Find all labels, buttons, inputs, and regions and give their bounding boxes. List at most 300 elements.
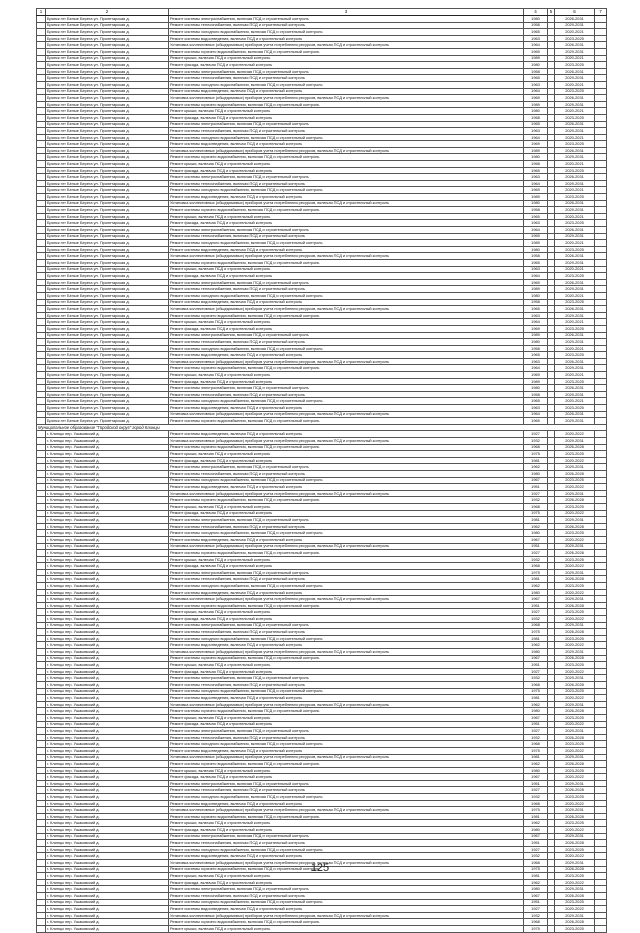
column-number-6: 6 [555, 9, 595, 16]
period-cell: 2026-2031 [555, 68, 595, 75]
work-type-cell: Установка коллективных (общедомовых) приборов учета потребления ресурсов, включая ПСД и строительный контроль [169, 543, 524, 550]
period-cell: 2023-2025 [555, 246, 595, 253]
row-index-cell [37, 517, 46, 524]
work-type-cell: Ремонт системы водоотведения, включая ПСД и строительный контроль [169, 853, 524, 860]
table-row [37, 385, 607, 392]
flag-cell [548, 194, 555, 201]
work-type-cell: Ремонт системы теплоснабжения, включая ПСД и строительный контроль [169, 523, 524, 530]
work-type-cell: Ремонт фасада, включая ПСД и строительный контроль [169, 721, 524, 728]
period-cell: 2026-2028 [555, 523, 595, 530]
year-cell: 1962 [524, 879, 548, 886]
address-cell: Брянск пгт Белые Берега ул. Пролетарская д. [46, 147, 169, 154]
mark-cell [595, 180, 607, 187]
period-cell: 2023-2025 [555, 378, 595, 385]
flag-cell [548, 358, 555, 365]
flag-cell [548, 714, 555, 721]
address-cell: г. Клинцы пер. Ушаковский д. [46, 813, 169, 820]
flag-cell [548, 121, 555, 128]
row-index-cell [37, 398, 46, 405]
table-row [37, 292, 607, 299]
table-row [37, 846, 607, 853]
row-index-cell [37, 62, 46, 69]
flag-cell [548, 286, 555, 293]
work-type-cell: Ремонт системы электроснабжения, включая ПСД и строительный контроль [169, 569, 524, 576]
work-type-cell: Ремонт системы горячего водоснабжения, включая ПСД и строительный контроль [169, 312, 524, 319]
address-cell: Брянск пгт Белые Берега ул. Пролетарская д. [46, 411, 169, 418]
mark-cell [595, 583, 607, 590]
address-cell: г. Клинцы пер. Ушаковский д. [46, 833, 169, 840]
work-type-cell: Ремонт системы электроснабжения, включая ПСД и строительный контроль [169, 121, 524, 128]
address-cell: Брянск пгт Белые Берега ул. Пролетарская д. [46, 62, 169, 69]
year-cell: 1969 [524, 279, 548, 286]
address-cell: Брянск пгт Белые Берега ул. Пролетарская д. [46, 16, 169, 23]
row-index-cell [37, 55, 46, 62]
address-cell: г. Клинцы пер. Ушаковский д. [46, 596, 169, 603]
year-cell: 1975 [524, 451, 548, 458]
row-index-cell [37, 470, 46, 477]
table-row [37, 714, 607, 721]
year-cell: 1958 [524, 161, 548, 168]
period-cell: 2020-2022 [555, 853, 595, 860]
period-cell: 2023-2025 [555, 741, 595, 748]
mark-cell [595, 240, 607, 247]
period-cell: 2020-2022 [555, 721, 595, 728]
mark-cell [595, 128, 607, 135]
table-row [37, 510, 607, 517]
period-cell: 2020-2022 [555, 510, 595, 517]
mark-cell [595, 596, 607, 603]
table-row [37, 536, 607, 543]
mark-cell [595, 734, 607, 741]
year-cell: 1989 [524, 147, 548, 154]
row-index-cell [37, 48, 46, 55]
mark-cell [595, 405, 607, 412]
mark-cell [595, 662, 607, 669]
address-cell: г. Клинцы пер. Ушаковский д. [46, 774, 169, 781]
address-cell: г. Клинцы пер. Ушаковский д. [46, 701, 169, 708]
row-index-cell [37, 200, 46, 207]
work-type-cell: Установка коллективных (общедомовых) приборов учета потребления ресурсов, включая ПСД и строительный контроль [169, 912, 524, 919]
period-cell: 2026-2031 [555, 174, 595, 181]
row-index-cell [37, 649, 46, 656]
address-cell: г. Клинцы пер. Ушаковский д. [46, 794, 169, 801]
work-type-cell: Ремонт системы горячего водоснабжения, включая ПСД и строительный контроль [169, 866, 524, 873]
period-cell: 2020-2022 [555, 747, 595, 754]
flag-cell [548, 708, 555, 715]
flag-cell [548, 635, 555, 642]
address-cell: Брянск пгт Белые Берега ул. Пролетарская д. [46, 55, 169, 62]
period-cell: 2029-2031 [555, 48, 595, 55]
flag-cell [548, 141, 555, 148]
period-cell: 2020-2021 [555, 213, 595, 220]
address-cell: г. Клинцы пер. Ушаковский д. [46, 879, 169, 886]
work-type-cell: Ремонт системы водоотведения, включая ПСД и строительный контроль [169, 589, 524, 596]
work-type-cell: Установка коллективных (общедомовых) приборов учета потребления ресурсов, включая ПСД и строительный контроль [169, 42, 524, 49]
table-row [37, 68, 607, 75]
period-cell: 2026-2031 [555, 306, 595, 313]
flag-cell [548, 780, 555, 787]
period-cell: 2026-2031 [555, 227, 595, 234]
year-cell: 1980 [524, 886, 548, 893]
row-index-cell [37, 701, 46, 708]
table-row [37, 352, 607, 359]
mark-cell [595, 813, 607, 820]
row-index-cell [37, 833, 46, 840]
row-index-cell [37, 345, 46, 352]
row-index-cell [37, 761, 46, 768]
mark-cell [595, 299, 607, 306]
year-cell: 1968 [524, 860, 548, 867]
address-cell: Брянск пгт Белые Берега ул. Пролетарская д. [46, 279, 169, 286]
row-index-cell [37, 451, 46, 458]
work-type-cell: Ремонт системы горячего водоснабжения, включая ПСД и строительный контроль [169, 497, 524, 504]
period-cell: 2026-2028 [555, 681, 595, 688]
period-cell: 2026-2028 [555, 734, 595, 741]
mark-cell [595, 121, 607, 128]
mark-cell [595, 233, 607, 240]
work-type-cell: Установка коллективных (общедомовых) приборов учета потребления ресурсов, включая ПСД и строительный контроль [169, 253, 524, 260]
row-index-cell [37, 800, 46, 807]
row-index-cell [37, 668, 46, 675]
period-cell: 2026-2031 [555, 253, 595, 260]
year-cell: 1932 [524, 853, 548, 860]
flag-cell [548, 649, 555, 656]
row-index-cell [37, 635, 46, 642]
work-type-cell: Ремонт системы теплоснабжения, включая ПСД и строительный контроль [169, 339, 524, 346]
year-cell: 1965 [524, 121, 548, 128]
period-cell: 2020-2021 [555, 266, 595, 273]
year-cell: 1951 [524, 543, 548, 550]
flag-cell [548, 68, 555, 75]
row-index-cell [37, 464, 46, 471]
table-row [37, 114, 607, 121]
year-cell: 1963 [524, 358, 548, 365]
row-index-cell [37, 227, 46, 234]
row-index-cell [37, 385, 46, 392]
work-type-cell: Ремонт системы горячего водоснабжения, включая ПСД и строительный контроль [169, 418, 524, 425]
row-index-cell [37, 306, 46, 313]
year-cell: 1967 [524, 714, 548, 721]
period-cell: 2026-2028 [555, 629, 595, 636]
column-number-4: 4 [524, 9, 548, 16]
period-cell: 2020-2021 [555, 134, 595, 141]
period-cell: 2026-2031 [555, 42, 595, 49]
mark-cell [595, 385, 607, 392]
table-row [37, 470, 607, 477]
flag-cell [548, 662, 555, 669]
period-cell: 2026-2031 [555, 332, 595, 339]
table-row [37, 29, 607, 36]
period-cell: 2026-2031 [555, 279, 595, 286]
work-type-cell: Ремонт системы электроснабжения, включая ПСД и строительный контроль [169, 227, 524, 234]
address-cell: Брянск пгт Белые Берега ул. Пролетарская д. [46, 174, 169, 181]
table-row [37, 761, 607, 768]
period-cell: 2026-2028 [555, 470, 595, 477]
year-cell: 1975 [524, 688, 548, 695]
work-type-cell: Установка коллективных (общедомовых) приборов учета потребления ресурсов, включая ПСД и строительный контроль [169, 649, 524, 656]
year-cell: 1981 [524, 873, 548, 880]
address-cell: г. Клинцы пер. Ушаковский д. [46, 451, 169, 458]
mark-cell [595, 55, 607, 62]
period-cell: 2023-2025 [555, 114, 595, 121]
mark-cell [595, 543, 607, 550]
flag-cell [548, 48, 555, 55]
address-cell: Брянск пгт Белые Берега ул. Пролетарская д. [46, 141, 169, 148]
flag-cell [548, 253, 555, 260]
address-cell: Брянск пгт Белые Берега ул. Пролетарская д. [46, 266, 169, 273]
mark-cell [595, 194, 607, 201]
flag-cell [548, 174, 555, 181]
period-cell: 2026-2031 [555, 358, 595, 365]
mark-cell [595, 286, 607, 293]
flag-cell [548, 827, 555, 834]
address-cell: Брянск пгт Белые Берега ул. Пролетарская д. [46, 345, 169, 352]
address-cell: г. Клинцы пер. Ушаковский д. [46, 734, 169, 741]
period-cell: 2029-2031 [555, 154, 595, 161]
year-cell: 1963 [524, 174, 548, 181]
year-cell: 1989 [524, 101, 548, 108]
year-cell: 1980 [524, 470, 548, 477]
table-row [37, 734, 607, 741]
work-type-cell: Ремонт системы водоотведения, включая ПСД и строительный контроль [169, 484, 524, 491]
address-cell: г. Клинцы пер. Ушаковский д. [46, 827, 169, 834]
year-cell: 1975 [524, 866, 548, 873]
year-cell: 1980 [524, 292, 548, 299]
period-cell: 2029-2031 [555, 754, 595, 761]
address-cell: г. Клинцы пер. Ушаковский д. [46, 695, 169, 702]
table-row [37, 358, 607, 365]
row-index-cell [37, 246, 46, 253]
flag-cell [548, 497, 555, 504]
year-cell: 1980 [524, 108, 548, 115]
row-index-cell [37, 714, 46, 721]
period-cell: 2029-2031 [555, 207, 595, 214]
row-index-cell [37, 569, 46, 576]
table-row [37, 16, 607, 23]
address-cell: г. Клинцы пер. Ушаковский д. [46, 747, 169, 754]
work-type-cell: Установка коллективных (общедомовых) приборов учета потребления ресурсов, включая ПСД и строительный контроль [169, 306, 524, 313]
flag-cell [548, 602, 555, 609]
mark-cell [595, 325, 607, 332]
flag-cell [548, 609, 555, 616]
table-row [37, 391, 607, 398]
table-row [37, 490, 607, 497]
flag-cell [548, 523, 555, 530]
mark-cell [595, 438, 607, 445]
row-index-cell [37, 695, 46, 702]
address-cell: Брянск пгт Белые Берега ул. Пролетарская д. [46, 405, 169, 412]
year-cell: 1951 [524, 840, 548, 847]
flag-cell [548, 200, 555, 207]
period-cell: 2026-2028 [555, 444, 595, 451]
mark-cell [595, 147, 607, 154]
row-index-cell [37, 616, 46, 623]
period-cell: 2020-2022 [555, 457, 595, 464]
flag-cell [548, 583, 555, 590]
flag-cell [548, 912, 555, 919]
mark-cell [595, 919, 607, 926]
flag-cell [548, 55, 555, 62]
period-cell: 2023-2025 [555, 635, 595, 642]
year-cell: 1964 [524, 180, 548, 187]
work-type-cell: Ремонт фасада, включая ПСД и строительный контроль [169, 114, 524, 121]
work-type-cell: Ремонт системы электроснабжения, включая ПСД и строительный контроль [169, 886, 524, 893]
mark-cell [595, 609, 607, 616]
year-cell: 1980 [524, 530, 548, 537]
flag-cell [548, 622, 555, 629]
row-index-cell [37, 220, 46, 227]
year-cell: 1968 [524, 563, 548, 570]
work-type-cell: Ремонт системы теплоснабжения, включая ПСД и строительный контроль [169, 470, 524, 477]
work-type-cell: Ремонт крыши, включая ПСД и строительный контроль [169, 662, 524, 669]
address-cell: Брянск пгт Белые Берега ул. Пролетарская д. [46, 299, 169, 306]
flag-cell [548, 81, 555, 88]
mark-cell [595, 681, 607, 688]
period-cell: 2023-2025 [555, 405, 595, 412]
flag-cell [548, 655, 555, 662]
mark-cell [595, 42, 607, 49]
table-row [37, 161, 607, 168]
address-cell: Брянск пгт Белые Берега ул. Пролетарская д. [46, 227, 169, 234]
address-cell: Брянск пгт Белые Берега ул. Пролетарская д. [46, 42, 169, 49]
address-cell: г. Клинцы пер. Ушаковский д. [46, 503, 169, 510]
table-row [37, 240, 607, 247]
row-index-cell [37, 22, 46, 29]
row-index-cell [37, 583, 46, 590]
row-index-cell [37, 484, 46, 491]
column-number-3: 3 [169, 9, 524, 16]
mark-cell [595, 536, 607, 543]
mark-cell [595, 411, 607, 418]
period-cell: 2020-2021 [555, 345, 595, 352]
row-index-cell [37, 88, 46, 95]
work-type-cell: Ремонт системы электроснабжения, включая ПСД и строительный контроль [169, 16, 524, 23]
table-row [37, 451, 607, 458]
period-cell: 2020-2022 [555, 774, 595, 781]
period-cell: 2020-2022 [555, 695, 595, 702]
year-cell: 1965 [524, 29, 548, 36]
work-type-cell: Ремонт системы теплоснабжения, включая ПСД и строительный контроль [169, 75, 524, 82]
row-index-cell [37, 81, 46, 88]
year-cell: 1967 [524, 596, 548, 603]
mark-cell [595, 161, 607, 168]
period-cell: 2029-2031 [555, 675, 595, 682]
year-cell: 1981 [524, 635, 548, 642]
address-cell: Брянск пгт Белые Берега ул. Пролетарская д. [46, 200, 169, 207]
address-cell: г. Клинцы пер. Ушаковский д. [46, 517, 169, 524]
year-cell: 1964 [524, 134, 548, 141]
work-type-cell: Ремонт системы холодного водоснабжения, включая ПСД и строительный контроль [169, 81, 524, 88]
mark-cell [595, 312, 607, 319]
row-index-cell [37, 622, 46, 629]
row-index-cell [37, 16, 46, 23]
mark-cell [595, 273, 607, 280]
year-cell: 1989 [524, 378, 548, 385]
row-index-cell [37, 596, 46, 603]
table-row [37, 609, 607, 616]
period-cell: 2023-2025 [555, 141, 595, 148]
table-row [37, 81, 607, 88]
year-cell: 1968 [524, 503, 548, 510]
work-type-cell: Ремонт системы водоотведения, включая ПСД и строительный контроль [169, 800, 524, 807]
flag-cell [548, 807, 555, 814]
work-type-cell: Ремонт системы горячего водоснабжения, включая ПСД и строительный контроль [169, 919, 524, 926]
year-cell: 1981 [524, 695, 548, 702]
period-cell: 2029-2031 [555, 912, 595, 919]
year-cell: 1962 [524, 820, 548, 827]
work-type-cell: Ремонт системы электроснабжения, включая ПСД и строительный контроль [169, 622, 524, 629]
address-cell: Брянск пгт Белые Берега ул. Пролетарская д. [46, 167, 169, 174]
work-type-cell: Ремонт системы электроснабжения, включая ПСД и строительный контроль [169, 68, 524, 75]
mark-cell [595, 22, 607, 29]
address-cell: г. Клинцы пер. Ушаковский д. [46, 899, 169, 906]
address-cell: Брянск пгт Белые Берега ул. Пролетарская д. [46, 312, 169, 319]
flag-cell [548, 833, 555, 840]
mark-cell [595, 75, 607, 82]
address-cell: Брянск пгт Белые Берега ул. Пролетарская д. [46, 253, 169, 260]
year-cell: 1989 [524, 332, 548, 339]
row-index-cell [37, 180, 46, 187]
register-sheet [36, 8, 606, 933]
year-cell: 1962 [524, 642, 548, 649]
row-index-cell [37, 536, 46, 543]
period-cell: 2020-2022 [555, 879, 595, 886]
table-row [37, 213, 607, 220]
work-type-cell: Установка коллективных (общедомовых) приборов учета потребления ресурсов, включая ПСД и строительный контроль [169, 147, 524, 154]
period-cell: 2020-2022 [555, 827, 595, 834]
row-index-cell [37, 734, 46, 741]
period-cell: 2020-2021 [555, 161, 595, 168]
work-type-cell: Ремонт системы горячего водоснабжения, включая ПСД и строительный контроль [169, 48, 524, 55]
mark-cell [595, 253, 607, 260]
address-cell: Брянск пгт Белые Берега ул. Пролетарская д. [46, 128, 169, 135]
work-type-cell: Ремонт системы холодного водоснабжения, включая ПСД и строительный контроль [169, 29, 524, 36]
mark-cell [595, 912, 607, 919]
address-cell: Брянск пгт Белые Берега ул. Пролетарская д. [46, 233, 169, 240]
address-cell: г. Клинцы пер. Ушаковский д. [46, 457, 169, 464]
flag-cell [548, 596, 555, 603]
period-cell: 2023-2025 [555, 62, 595, 69]
table-row [37, 22, 607, 29]
mark-cell [595, 569, 607, 576]
mark-cell [595, 747, 607, 754]
table-row [37, 299, 607, 306]
table-row [37, 800, 607, 807]
mark-cell [595, 266, 607, 273]
address-cell: г. Клинцы пер. Ушаковский д. [46, 602, 169, 609]
row-index-cell [37, 161, 46, 168]
work-type-cell: Ремонт системы теплоснабжения, включая ПСД и строительный контроль [169, 840, 524, 847]
address-cell: г. Клинцы пер. Ушаковский д. [46, 846, 169, 853]
period-cell: 2026-2031 [555, 121, 595, 128]
address-cell: Брянск пгт Белые Берега ул. Пролетарская д. [46, 194, 169, 201]
period-cell: 2023-2025 [555, 167, 595, 174]
flag-cell [548, 820, 555, 827]
address-cell: г. Клинцы пер. Ушаковский д. [46, 754, 169, 761]
work-type-cell: Ремонт системы холодного водоснабжения, включая ПСД и строительный контроль [169, 240, 524, 247]
flag-cell [548, 319, 555, 326]
row-index-cell [37, 820, 46, 827]
flag-cell [548, 530, 555, 537]
table-row [37, 418, 607, 425]
mark-cell [595, 134, 607, 141]
period-cell: 2023-2025 [555, 477, 595, 484]
year-cell: 1989 [524, 286, 548, 293]
period-cell: 2029-2031 [555, 728, 595, 735]
flag-cell [548, 29, 555, 36]
mark-cell [595, 279, 607, 286]
mark-cell [595, 470, 607, 477]
